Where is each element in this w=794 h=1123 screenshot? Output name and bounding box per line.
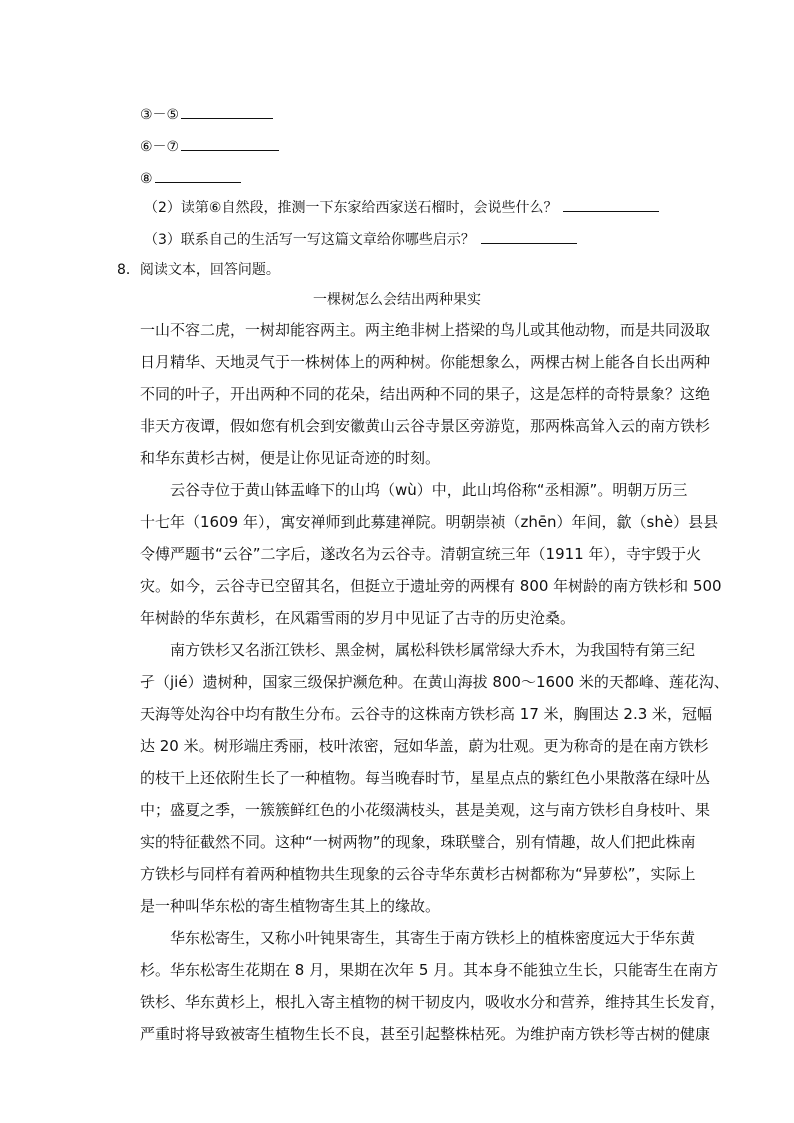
text-line: 南方铁杉又名浙江铁杉、黑金树，属松科铁杉属常绿大乔木，为我国特有第三纪 [140, 641, 696, 659]
answer-blank[interactable] [155, 168, 241, 183]
option-label: ⑥－⑦ [140, 139, 180, 155]
text-line: 是一种叫华东松的寄生植物寄生其上的缘故。 [140, 897, 441, 915]
option-label: ③－⑤ [140, 107, 180, 123]
option-row [140, 104, 273, 125]
text-line: 铁杉、华东黄杉上，根扎入寄主植物的树干韧皮内，吸收水分和营养，维持其生长发育， [140, 993, 726, 1011]
question-text: （3）联系自己的生活写一写这篇文章给你哪些启示？ [144, 232, 475, 248]
text-line: 云谷寺位于黄山钵盂峰下的山坞（wù）中，此山坞俗称“丞相源”。明朝万历三 [140, 481, 688, 499]
text-line: 日月精华、天地灵气于一株树体上的两种树。你能想象么，两棵古树上能各自长出两种 [140, 353, 711, 371]
answer-blank[interactable] [181, 104, 273, 119]
answer-blank[interactable] [481, 229, 577, 244]
text-line: 令傅严题书“云谷”二字后，遂改名为云谷寺。清朝宣统三年（1911 年），寺宇毁于火 [140, 545, 701, 563]
option-row [140, 168, 241, 189]
text-line: 非天方夜谭，假如您有机会到安徽黄山云谷寺景区旁游览，那两株高耸入云的南方铁杉 [140, 417, 711, 435]
text-line: 十七年（1609 年），寓安禅师到此募建禅院。明朝崇祯（zhēn）年间，歙（shè）县县 [140, 513, 719, 531]
text-line: 天海等处沟谷中均有散生分布。云谷寺的这株南方铁杉高 17 米，胸围达 2.3 米，冠幅 [140, 705, 713, 723]
text-line: 的枝干上还依附生长了一种植物。每当晚春时节，星星点点的紫红色小果散落在绿叶丛 [140, 769, 711, 787]
article-title: 一棵树怎么会结出两种果实 [313, 292, 481, 308]
text-line: 方铁杉与同样有着两种植物共生现象的云谷寺华东黄杉古树都称为“异萝松”，实际上 [140, 865, 696, 883]
answer-blank[interactable] [181, 136, 279, 151]
option-row [140, 136, 279, 157]
text-line: 不同的叶子，开出两种不同的花朵，结出两种不同的果子，这是怎样的奇特景象？这绝 [140, 385, 711, 403]
question-text: （2）读第⑥自然段，推测一下东家给西家送石榴时，会说些什么？ [144, 200, 558, 216]
text-line: 一山不容二虎，一树却能容两主。两主绝非树上搭梁的鸟儿或其他动物，而是共同汲取 [140, 321, 711, 339]
text-line: 严重时将导致被寄生植物生长不良，甚至引起整株枯死。为维护南方铁杉等古树的健康 [140, 1025, 711, 1043]
text-line: 华东松寄生，又称小叶钝果寄生，其寄生于南方铁杉上的植株密度远大于华东黄 [140, 929, 696, 947]
text-line: 灾。如今，云谷寺已空留其名，但挺立于遗址旁的两棵有 800 年树龄的南方铁杉和 500 [140, 577, 722, 595]
text-line: 实的特征截然不同。这种“一树两物”的现象，珠联璧合，别有情趣，故人们把此株南 [140, 833, 696, 851]
answer-blank[interactable] [563, 197, 659, 212]
text-line: 年树龄的华东黄杉，在风霜雪雨的岁月中见证了古寺的历史沧桑。 [140, 609, 576, 627]
question-2 [144, 197, 659, 218]
option-label: ⑧ [140, 171, 153, 187]
question-8-heading: 8．阅读文本，回答问题。 [117, 262, 280, 278]
text-line: 中；盛夏之季，一簇簇鲜红色的小花缀满枝头，甚是美观，这与南方铁杉自身枝叶、果 [140, 801, 711, 819]
text-line: 杉。华东松寄生花期在 8 月，果期在次年 5 月。其本身不能独立生长，只能寄生在南方 [140, 961, 719, 979]
text-line: 达 20 米。树形端庄秀丽，枝叶浓密，冠如华盖，蔚为壮观。更为称奇的是在南方铁杉 [140, 737, 709, 755]
text-line: 孑（jié）遗树种，国家三级保护濒危种。在黄山海拔 800～1600 米的天都峰、莲花沟、 [140, 673, 729, 691]
text-line: 和华东黄杉古树，便是让你见证奇迹的时刻。 [140, 449, 441, 467]
question-3 [144, 229, 577, 250]
